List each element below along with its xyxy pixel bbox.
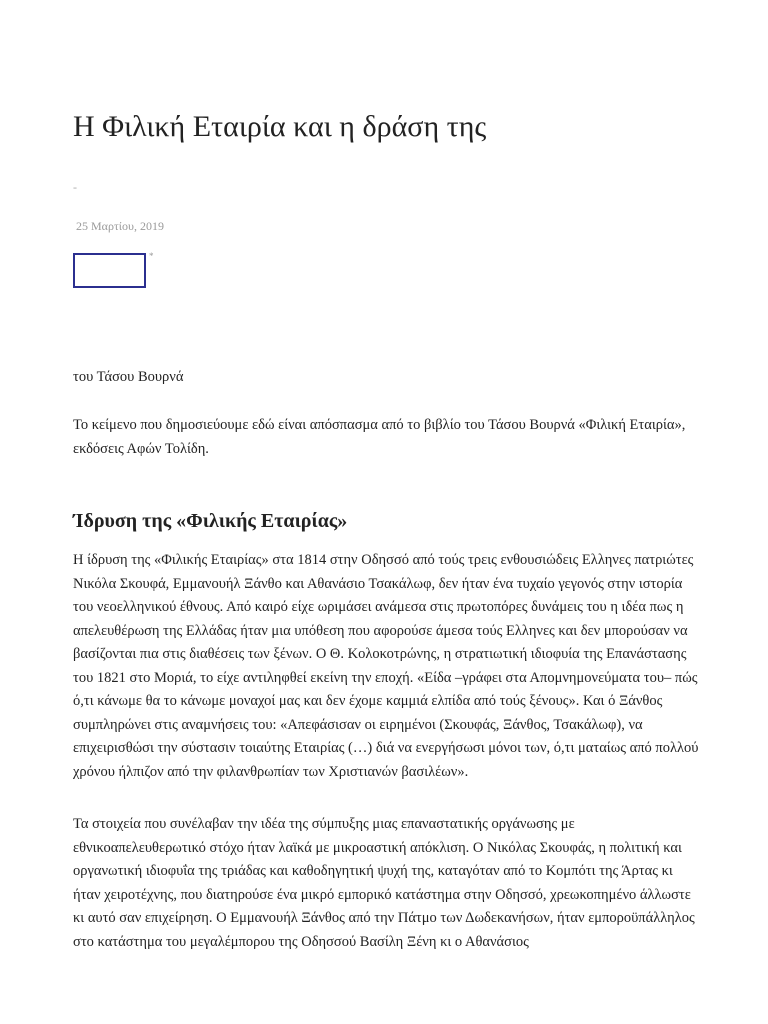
body-paragraph: Τα στοιχεία που συνέλαβαν την ιδέα της σύμπυξης μιας επαναστατικής οργάνωσης με εθνικοαπελευθερωτικό στόχο ήταν λαϊκά με μικροαστική απόκλιση. Ο Νικόλας Σκουφάς, η πολιτική και οργανωτική ιδιοφυΐα της τριάδας και καθοδηγητική ψυχή της, καταγόταν από το Κομπότι της Άρτας κι ήταν χειροτέχνης, που διατηρούσε ένα μικρό εμπορικό κατάστημα στην Οδησσό, χρεωκοπημένο άλλωστε κι αυτό σαν επιχείρηση. Ο Εμμανουήλ Ξάνθος από την Πάτμο των Δωδεκανήσων, ήταν εμποροϋπάλληλος στο κατάστημα του μεγαλέμπορου της Οδησσού Βασίλη Ξένη κι ο Αθανάσιος: [73, 816, 695, 950]
share-button[interactable]: [73, 253, 146, 288]
section-heading: Ίδρυση της «Φιλικής Εταιρίας»: [73, 510, 348, 532]
article-author: του Τάσου Βουρνά: [73, 369, 184, 385]
share-asterisk: *: [149, 251, 154, 261]
body-paragraph: Η ίδρυση της «Φιλικής Εταιρίας» στα 1814 στην Οδησσό από τούς τρεις ενθουσιώδεις Ελληνες πατριώτες Νικόλα Σκουφά, Εμμανουήλ Ξάνθο και Αθανάσιο Τσακάλωφ, δεν ήταν ένα τυχαίο γεγονός στην ιστορία του νεοελληνικού έθνους. Από καιρό είχε ωριμάσει ανάμεσα στις πρωτοπόρες δυνάμεις του η ιδέα πως η απελευθέρωση της Ελλάδας ήταν μια υπόθεση που αφορούσε άμεσα τούς Ελληνες και δεν μπορούσαν να βασίζονται πια στις διαθέσεις των ξένων. Ο Θ. Κολοκοτρώνης, η στρατιωτική ιδιοφυία της Επανάστασης του 1821 στο Μοριά, το είχε αντιληφθεί εκείνη την εποχή. «Είδα –γράφει στα Απομνημονεύματα του– πώς ό,τι κάνωμε θα το κάνωμε μοναχοί μας και δεν έχομε καμμιά ελπίδα από τούς ξένους». Και ό Ξάνθος συμπληρώνει στις αναμνήσεις του: «Απεφάσισαν οι ειρημένοι (Σκουφάς, Ξάνθος, Τσακάλωφ), να επιχειρισθώσι την σύστασιν τοιαύτης Εταιρίας (…) διά να ενεργήσωσι μόνοι των, ό,τι ματαίως από πολλού χρόνου ήλπιζον από την φιλανθρωπίαν των Χριστιανών βασιλέων».: [73, 552, 699, 780]
intro-paragraph: Το κείμενο που δημοσιεύουμε εδώ είναι απόσπασμα από το βιβλίο του Τάσου Βουρνά «Φιλική Εταιρία», εκδόσεις Αφών Τολίδη.: [73, 417, 686, 457]
article-date: 25 Μαρτίου, 2019: [76, 219, 164, 233]
meta-dash: -: [73, 180, 77, 194]
article-title: Η Φιλική Εταιρία και η δράση της: [73, 110, 487, 143]
